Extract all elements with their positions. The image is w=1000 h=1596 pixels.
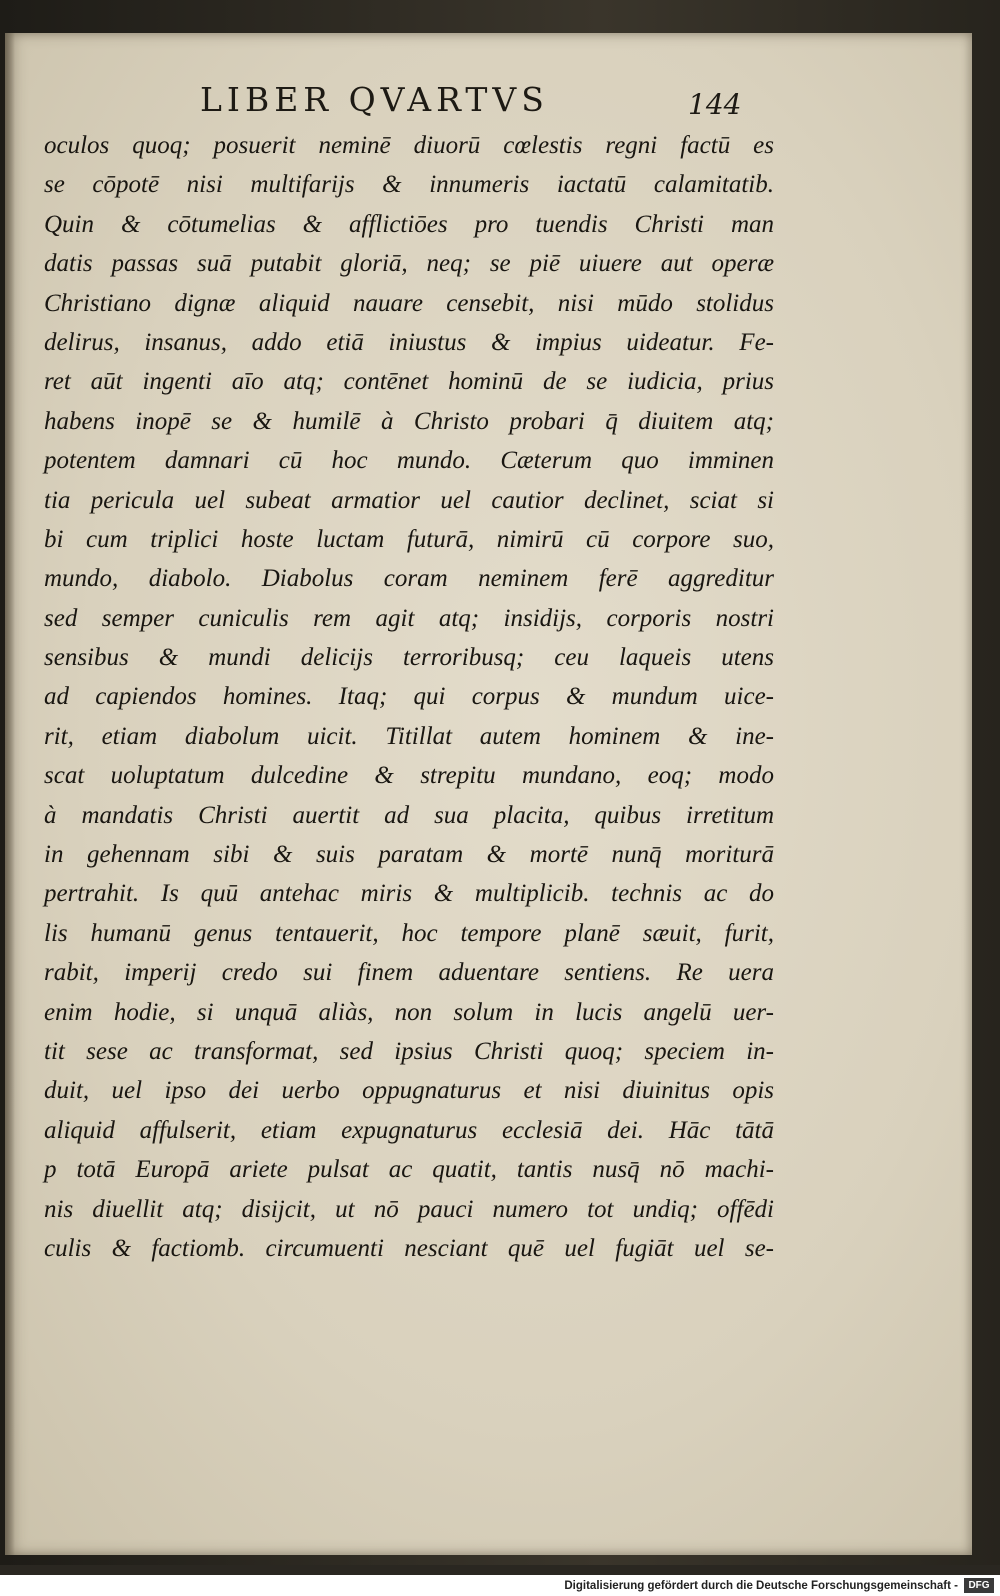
text-line: habens inopē se & humilē à Christo probari q̄ diuitem atq; <box>44 407 774 435</box>
text-line: bi cum triplici hoste luctam futurā, nimirū cū corpore suo, <box>44 525 774 553</box>
text-line: tia pericula uel subeat armatior uel cautior declinet, sciat si <box>44 486 774 514</box>
text-line: oculos quoq; posuerit neminē diuorū cœlestis regni factū es <box>44 132 774 159</box>
text-line: ad capiendos homines. Itaq; qui corpus & mundum uice- <box>44 683 774 711</box>
page-gutter-shadow <box>5 33 15 1555</box>
text-line: potentem damnari cū hoc mundo. Cæterum quo imminen <box>44 447 774 475</box>
text-line: mundo, diabolo. Diabolus coram neminem ferē aggreditur <box>44 565 774 593</box>
page-number: 144 <box>688 88 742 121</box>
text-line: delirus, insanus, addo etiā iniustus & impius uideatur. Fe- <box>44 328 774 356</box>
text-line: nis diuellit atq; disijcit, ut nō pauci numero tot undiq; offēdi <box>44 1195 774 1223</box>
text-line: scat uoluptatum dulcedine & strepitu mundano, eoq; modo <box>44 762 774 790</box>
text-line: lis humanū genus tentauerit, hoc tempore planē sæuit, furit, <box>44 919 774 947</box>
dfg-logo: DFG <box>964 1578 994 1593</box>
text-line: rabit, imperij credo sui finem aduentare sentiens. Re uera <box>44 959 774 987</box>
text-line: pertrahit. Is quū antehac miris & multiplicib. technis ac do <box>44 880 774 908</box>
text-line: Christiano dignæ aliquid nauare censebit, nisi mūdo stolidus <box>44 289 774 317</box>
text-line: aliquid affulserit, etiam expugnaturus ecclesiā dei. Hāc tātā <box>44 1116 774 1144</box>
text-line: datis passas suā putabit gloriā, neq; se piē uiuere aut operæ <box>44 250 774 278</box>
digitization-credit: Digitalisierung gefördert durch die Deutsche Forschungsgemeinschaft - <box>564 1580 958 1592</box>
text-line: p totā Europā ariete pulsat ac quatit, tantis nusq̄ nō machi- <box>44 1156 774 1184</box>
text-line: Quin & cōtumelias & afflictiōes pro tuendis Christi man <box>44 210 774 238</box>
text-line: se cōpotē nisi multifarijs & innumeris iactatū calamitatib. <box>44 171 774 199</box>
text-line: ret aūt ingenti aīo atq; contēnet hominū de se iudicia, prius <box>44 368 774 396</box>
text-line: duit, uel ipso dei uerbo oppugnaturus et nisi diuinitus opis <box>44 1077 774 1105</box>
text-line: enim hodie, si unquā aliàs, non solum in lucis angelū uer- <box>44 998 774 1026</box>
text-line: sensibus & mundi delicijs terroribusq; ceu laqueis utens <box>44 644 774 672</box>
text-line: sed semper cuniculis rem agit atq; insidijs, corporis nostri <box>44 604 774 632</box>
text-line: culis & factiomb. circumuenti nesciant quē uel fugiāt uel se- <box>44 1234 774 1262</box>
text-line: in gehennam sibi & suis paratam & mortē nunq̄ moriturā <box>44 841 774 869</box>
body-text <box>44 126 774 1268</box>
text-line: à mandatis Christi auertit ad sua placita, quibus irretitum <box>44 801 774 829</box>
running-title: LIBER QVARTVS <box>200 80 549 119</box>
text-line: tit sese ac transformat, sed ipsius Christi quoq; speciem in- <box>44 1037 774 1065</box>
text-line: rit, etiam diabolum uicit. Titillat autem hominem & ine- <box>44 722 774 750</box>
